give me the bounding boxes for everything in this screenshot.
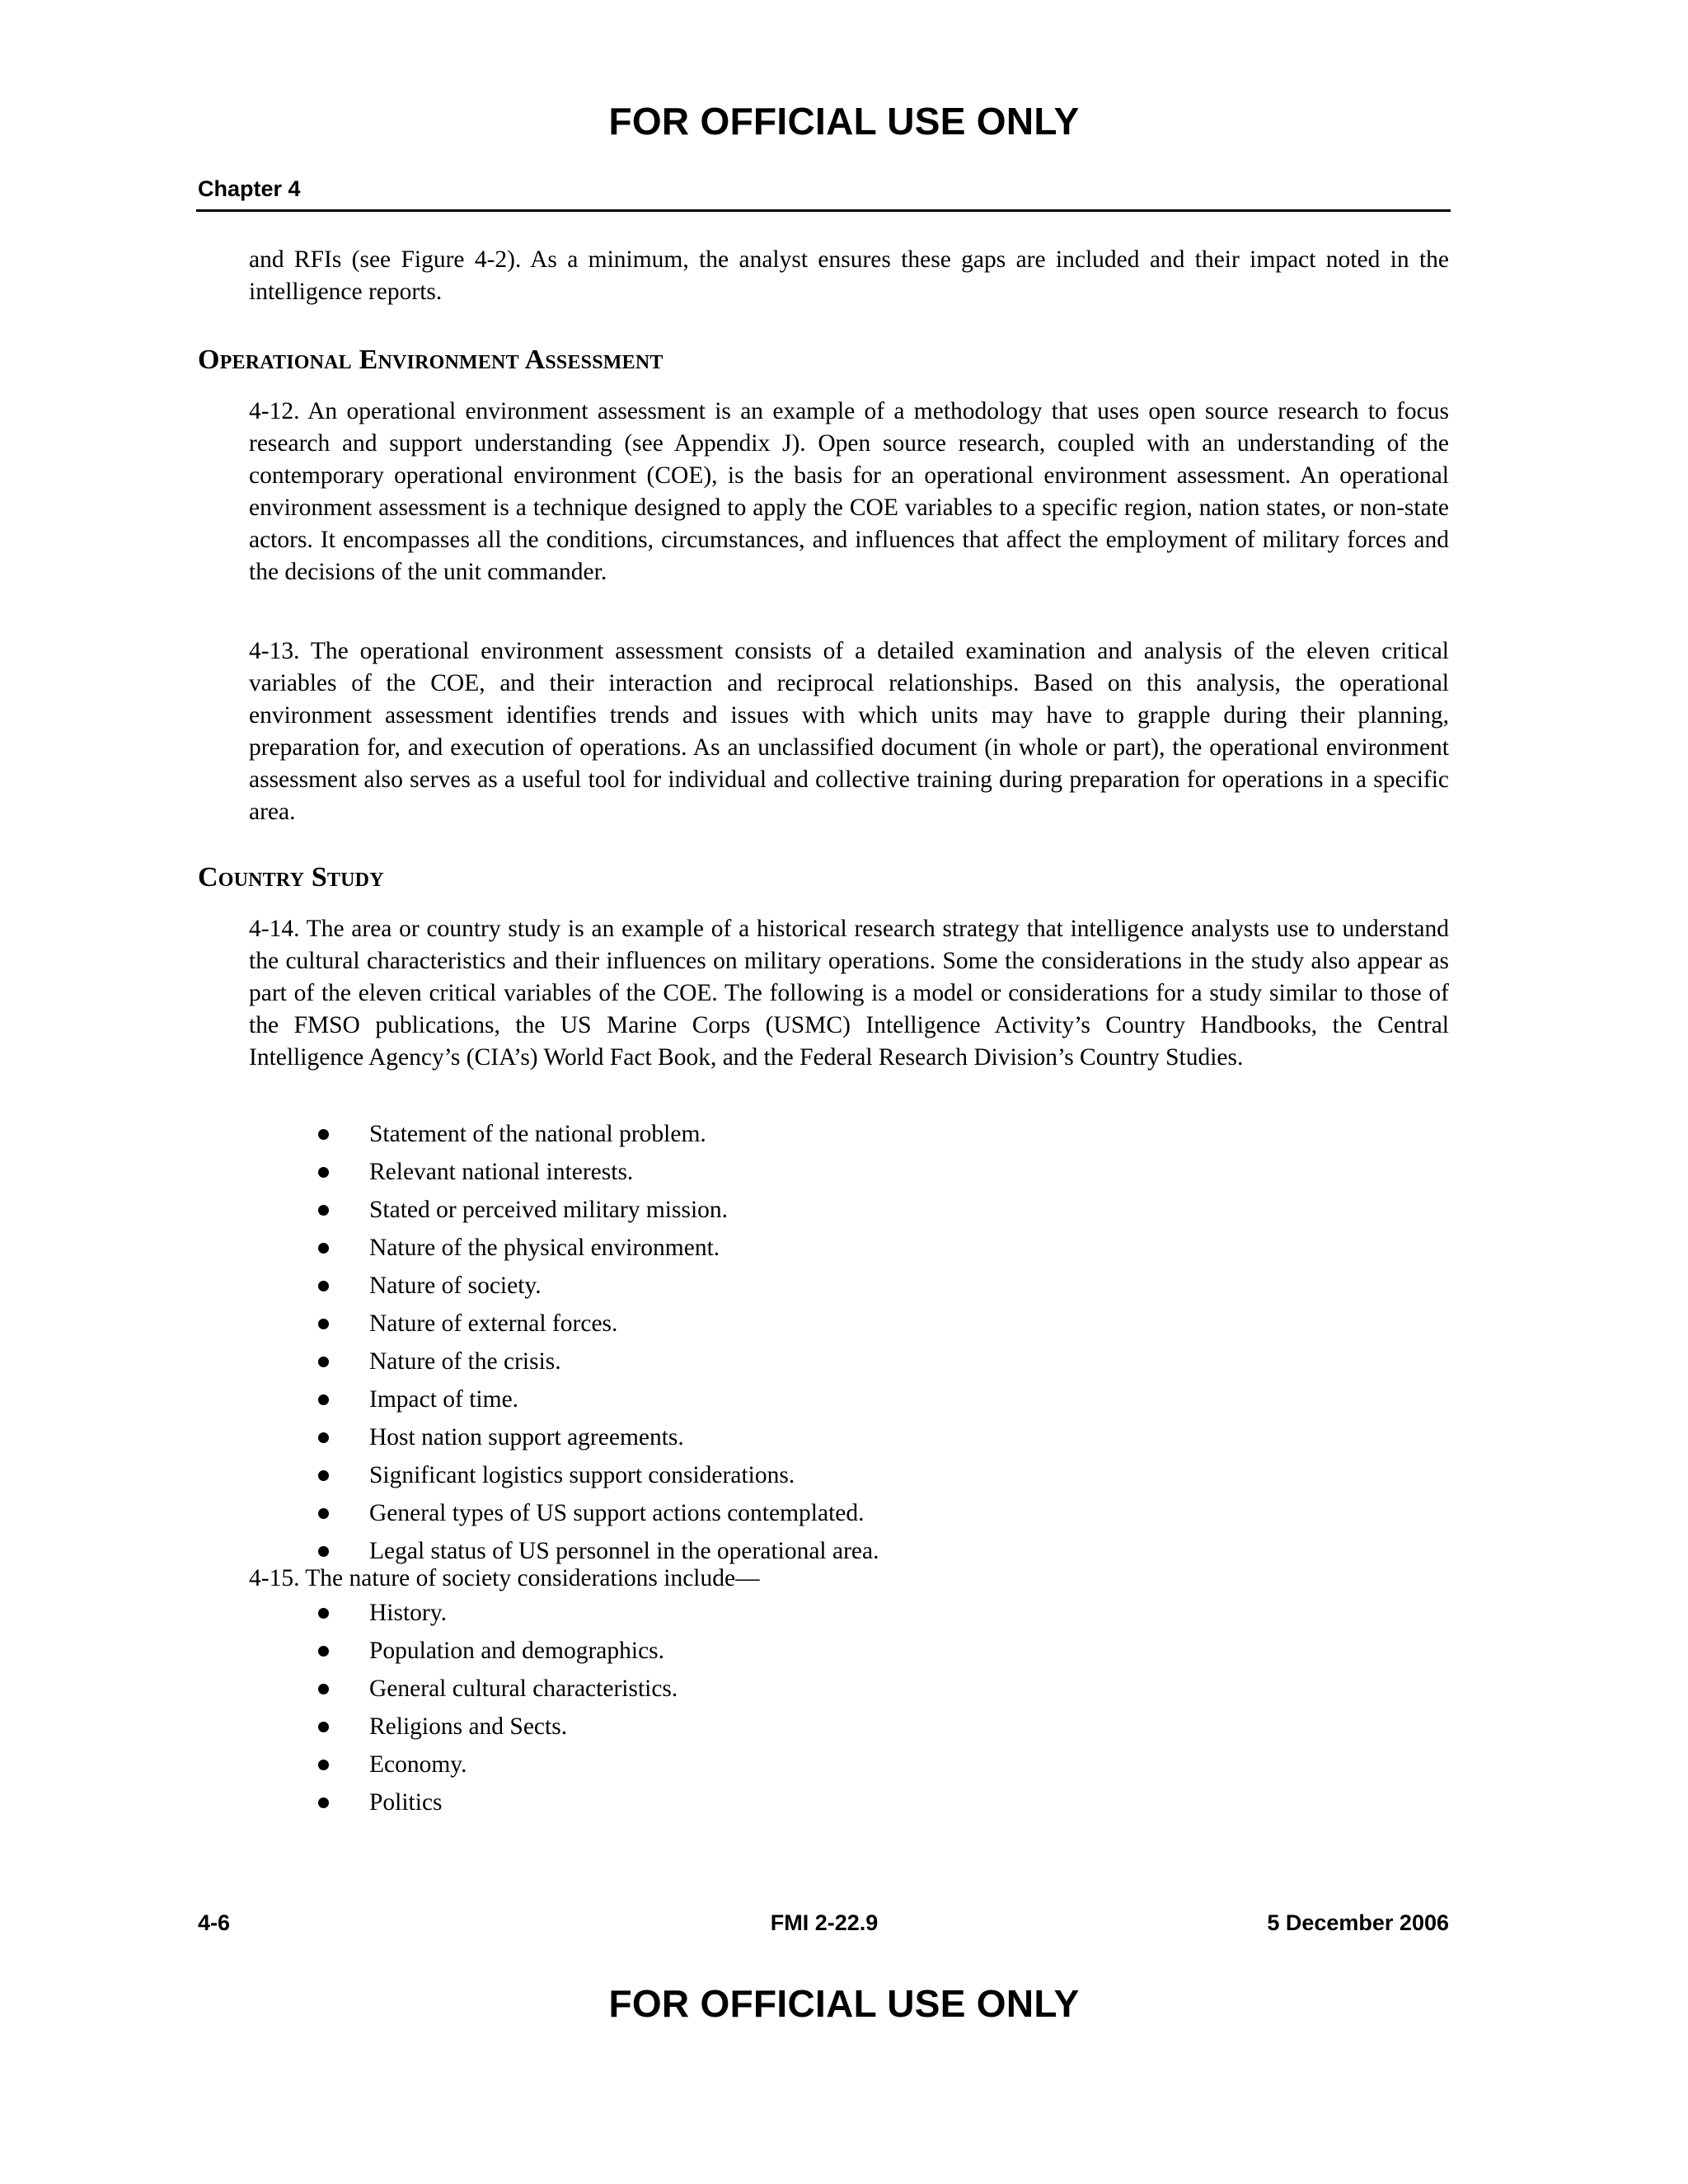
bullet-icon: [318, 1797, 329, 1808]
paragraph-4-13-block: [249, 635, 1449, 828]
bullet-icon: [318, 1546, 329, 1557]
bullet-icon: [318, 1319, 329, 1329]
bullet-icon: [318, 1243, 329, 1254]
list-item: Statement of the national problem.: [249, 1115, 879, 1153]
list-item: General cultural characteristics.: [249, 1670, 678, 1708]
list-item: Host nation support agreements.: [249, 1418, 879, 1456]
list-item: Nature of society.: [249, 1267, 879, 1305]
bullet-icon: [318, 1281, 329, 1291]
footer-date: 5 December 2006: [1267, 1910, 1449, 1935]
paragraph-4-15: 4-15. The nature of society considerations include—: [249, 1565, 760, 1591]
bullet-icon: [318, 1394, 329, 1405]
header-rule: [196, 209, 1451, 212]
list-item: Religions and Sects.: [249, 1708, 678, 1746]
running-head-chapter: Chapter 4: [198, 176, 301, 201]
list-item: Population and demographics.: [249, 1632, 678, 1670]
paragraph-4-14: 4-14. The area or country study is an example of a historical research strategy that intelligence analysts use to understand the cultural characteristics and their influences on military operations. Some the considerations in the study also appear as part of the eleven critical variables of the COE. The following is a model or considerations for a study similar to those of the FMSO publications, the US Marine Corps (USMC) Intelligence Activity’s Country Handbooks, the Central Intelligence Agency’s (CIA’s) World Fact Book, and the Federal Research Division’s Country Studies.: [249, 916, 1449, 1071]
list-item: Nature of the physical environment.: [249, 1229, 879, 1267]
bullet-icon: [318, 1129, 329, 1140]
paragraph-4-12: 4-12. An operational environment assessment is an example of a methodology that uses open source research to focus research and support understanding (see Appendix J). Open source research, coupled with an understanding of the contemporary operational environment (COE), is the basis for an operational environment assessment. An operational environment assessment is a technique designed to apply the COE variables to a specific region, nation states, or non-state actors. It encompasses all the conditions, circumstances, and influences that affect the employment of military forces and the decisions of the unit commander.: [249, 398, 1449, 585]
list-item: Impact of time.: [249, 1380, 879, 1418]
intro-paragraph: and RFIs (see Figure 4-2). As a minimum, the analyst ensures these gaps are included and their impact noted in the intelligence reports.: [249, 246, 1449, 305]
paragraph-4-15-block: [249, 1563, 1449, 1595]
list-item: Politics: [249, 1783, 678, 1821]
footer-document-id: FMI 2-22.9: [770, 1910, 879, 1935]
section-heading-operational-environment-assessment: Operational Environment Assessment: [198, 344, 663, 375]
bullet-icon: [318, 1646, 329, 1657]
country-study-considerations-list: [249, 1115, 879, 1570]
paragraph-4-14-block: [249, 913, 1449, 1074]
classification-banner-top: FOR OFFICIAL USE ONLY: [608, 100, 1080, 143]
list-item: Relevant national interests.: [249, 1153, 879, 1191]
bullet-icon: [318, 1205, 329, 1216]
list-item: Significant logistics support considerations.: [249, 1456, 879, 1494]
list-item: General types of US support actions contemplated.: [249, 1494, 879, 1532]
bullet-icon: [318, 1508, 329, 1519]
section-heading-country-study: Country Study: [198, 862, 384, 893]
classification-banner-bottom: FOR OFFICIAL USE ONLY: [608, 1982, 1080, 2025]
list-item: Legal status of US personnel in the operational area.: [249, 1532, 879, 1570]
list-item: Economy.: [249, 1746, 678, 1783]
bullet-icon: [318, 1470, 329, 1481]
bullet-icon: [318, 1167, 329, 1178]
bullet-icon: [318, 1760, 329, 1770]
list-item: Stated or perceived military mission.: [249, 1191, 879, 1229]
bullet-icon: [318, 1684, 329, 1694]
intro-paragraph-block: [249, 244, 1449, 308]
bullet-icon: [318, 1432, 329, 1443]
list-item: Nature of external forces.: [249, 1305, 879, 1343]
bullet-icon: [318, 1608, 329, 1619]
paragraph-4-13: 4-13. The operational environment assessment consists of a detailed examination and analysis of the eleven critical variables of the COE, and their interaction and reciprocal relationships. Based on this analysis, the operational environment assessment identifies trends and issues with which units may have to grapple during their planning, preparation for, and execution of operations. As an unclassified document (in whole or part), the operational environment assessment also serves as a useful tool for individual and collective training during preparation for operations in a specific area.: [249, 638, 1449, 825]
footer-page-number: 4-6: [198, 1910, 231, 1935]
bullet-icon: [318, 1357, 329, 1367]
bullet-icon: [318, 1722, 329, 1732]
list-item: Nature of the crisis.: [249, 1343, 879, 1380]
list-item: History.: [249, 1594, 678, 1632]
nature-of-society-list: [249, 1594, 678, 1821]
paragraph-4-12-block: [249, 396, 1449, 588]
